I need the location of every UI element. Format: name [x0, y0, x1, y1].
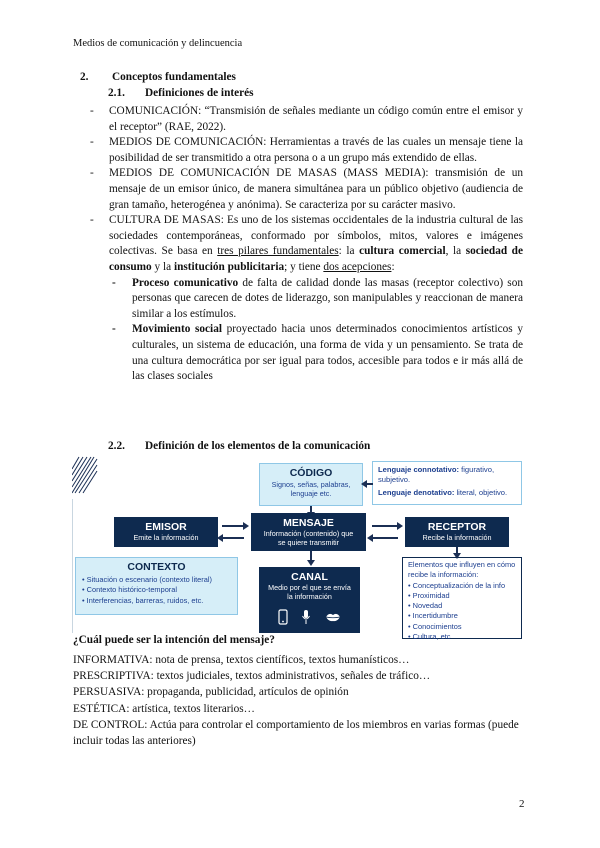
receptor-title: RECEPTOR [427, 521, 487, 533]
lenguaje-box [372, 461, 522, 505]
subsection-number: 2.1. [108, 87, 125, 99]
subsection-title: Definiciones de interés [145, 87, 254, 99]
influencia-item-text: Novedad [412, 601, 443, 611]
codigo-box [259, 463, 363, 506]
lenguaje-connotativo [378, 465, 516, 485]
section-title: Conceptos fundamentales [112, 71, 236, 83]
intent-line: INFORMATIVA: nota de prensa, textos científicos, textos humanísticos… [73, 654, 410, 666]
definition-cultura-masas [86, 213, 523, 275]
mensaje-title: MENSAJE [283, 517, 334, 529]
mensaje-desc: Información (contenido) que se quiere transmitir [263, 529, 354, 547]
underlined-text: dos acepciones [323, 260, 392, 273]
text-span: proyectado hacia unos determinados conocimientos artísticos y culturales, un sistema de educación, una forma de vida y un pensamiento. Se trata de una cultura democrática por ser igual para todos, accesible para todos e ir más allá de las clases sociales [132, 323, 523, 383]
definition-medios: - MEDIOS DE COMUNICACIÓN: Herramientas a través de las cuales un mensaje tiene la posibilidad de ser transmitido a otra persona o a un grupo más extendido de ellas. [86, 135, 523, 166]
definition-mass-media: - MEDIOS DE COMUNICACIÓN DE MASAS (MASS MEDIA): transmisión de un mensaje de un emisor único, de manera simultánea para un público objetivo (audiencia de gran tamaño, heterogénea y anónima). Se caracteriza por su carácter masivo. [86, 166, 523, 213]
intent-line: PRESCRIPTIVA: textos judiciales, textos administrativos, señales de tráfico… [73, 670, 431, 683]
intent-line: PERSUASIVA: propaganda, publicidad, artículos de opinión [73, 686, 349, 699]
codigo-mensaje-arrow [310, 506, 312, 513]
influencia-item: • Novedad [408, 601, 443, 611]
contexto-item-text: Contexto histórico-temporal [86, 585, 178, 595]
influencia-item-text: Cultura, etc [412, 632, 451, 642]
bold-text: sociedad de consumo [109, 245, 523, 273]
divider-line [72, 499, 73, 633]
section-heading [80, 71, 236, 83]
canal-box [259, 567, 360, 633]
contexto-box [75, 557, 238, 615]
emisor-title: EMISOR [145, 521, 187, 533]
text-span: y la [151, 260, 174, 273]
intent-question: ¿Cuál puede ser la intención del mensaje? [73, 634, 275, 646]
text-span: de falta de calidad donde las masas (receptor colectivo) son personas que carecen de dotes de liderazgo, son manipulables y reaccionan de manera similar a los estímulos. [132, 276, 523, 320]
text-span: , la [445, 245, 466, 258]
emisor-to-mensaje-arrow [222, 525, 244, 527]
mensaje-canal-arrow [310, 551, 312, 561]
influencia-item: • Proximidad [408, 590, 450, 600]
receptor-to-mensaje-arrow [372, 537, 398, 539]
influencia-item: • Cultura, etc [408, 632, 451, 642]
underlined-text: tres pilares fundamentales [217, 245, 339, 258]
connotativo-text: figurativo, subjetivo. [378, 465, 495, 484]
intent-line: DE CONTROL: Actúa para controlar el comportamiento de los miembros en varias formas (puede incluir todas las anteriores) [73, 718, 519, 748]
influencia-item: • Conceptualización de la info [408, 580, 506, 590]
receptor-influencias-arrow [456, 547, 458, 554]
text-span: : [391, 260, 395, 273]
bold-text: institución publicitaria [173, 260, 285, 273]
subsection-title: Definición de los elementos de la comunicación [145, 440, 371, 452]
denotativo-label: Lenguaje denotativo: [378, 488, 455, 497]
lips-icon [325, 609, 341, 625]
influencias-title: Elementos que influyen en cómo recibe la información: [408, 560, 516, 580]
receptor-box [405, 517, 509, 547]
intent-line: ESTÉTICA: artística, textos literarios… [73, 702, 255, 715]
connotativo-label: Lenguaje connotativo: [378, 465, 460, 474]
contexto-list [82, 575, 231, 606]
subsection-heading-2 [108, 440, 370, 452]
acepcion-proceso [108, 276, 523, 323]
bold-text: Movimiento social [132, 323, 222, 336]
influencias-list [408, 581, 516, 643]
bold-text: cultura comercial [359, 245, 446, 258]
contexto-item-text: Situación o escenario (contexto literal) [86, 575, 212, 584]
contexto-item: • Interferencias, barreras, ruidos, etc. [82, 595, 204, 605]
definition-comunicacion: - COMUNICACIÓN: “Transmisión de señales mediante un código común entre el emisor y el receptor” (RAE, 2022). [86, 104, 523, 135]
influencias-box [402, 557, 522, 642]
codigo-desc: Signos, señas, palabras, lenguaje etc. [271, 480, 351, 498]
text-span: ; y tiene [284, 260, 324, 273]
contexto-item: • Contexto histórico-temporal [82, 585, 178, 595]
lenguaje-denotativo [378, 488, 516, 498]
bold-text: Proceso comunicativo [132, 276, 239, 289]
codigo-lenguaje-arrow [366, 483, 373, 485]
subsection-heading-1 [108, 87, 254, 99]
contexto-title: CONTEXTO [127, 561, 186, 573]
denotativo-text: literal, objetivo. [454, 488, 508, 497]
decorative-lines-icon [72, 455, 98, 495]
intent-list [73, 652, 523, 749]
influencia-item: • Incertidumbre [408, 611, 458, 621]
acepcion-movimiento [108, 322, 523, 384]
contexto-item-text: Interferencias, barreras, ruidos, etc. [86, 595, 204, 605]
emisor-box [114, 517, 218, 547]
influencia-item-text: Incertidumbre [412, 611, 458, 621]
running-header: Medios de comunicación y delincuencia [73, 38, 243, 49]
subsection-number: 2.2. [108, 440, 125, 452]
phone-icon [278, 609, 288, 625]
codigo-title: CÓDIGO [289, 467, 333, 479]
canal-desc: Medio por el que se envía la información [268, 583, 351, 601]
mensaje-to-emisor-arrow [222, 537, 244, 539]
influencia-item: • Conocimientos [408, 621, 462, 631]
influencia-item-text: Proximidad [412, 590, 450, 600]
mensaje-to-receptor-arrow [372, 525, 398, 527]
contexto-item: • Situación o escenario (contexto literal) [82, 575, 212, 584]
text-span: : la [338, 245, 360, 258]
influencia-item-text: Conocimientos [412, 621, 462, 631]
mensaje-box [251, 513, 366, 551]
canal-title: CANAL [291, 571, 328, 583]
page-number: 2 [519, 798, 525, 810]
microphone-icon [301, 609, 311, 625]
text-span: CULTURA DE MASAS: Es uno de los sistemas occidentales de la industria cultural de las sociedades contemporáneas, conformado por símbolos, mitos, valores e imágenes colectivas. Se basa en [109, 214, 523, 258]
influencia-item-text: Conceptualización de la info [412, 580, 506, 590]
section-number: 2. [80, 71, 89, 83]
definitions-list [86, 104, 523, 385]
emisor-desc: Emite la información [133, 533, 199, 542]
canal-icons [259, 601, 360, 625]
receptor-desc: Recibe la información [422, 533, 492, 542]
